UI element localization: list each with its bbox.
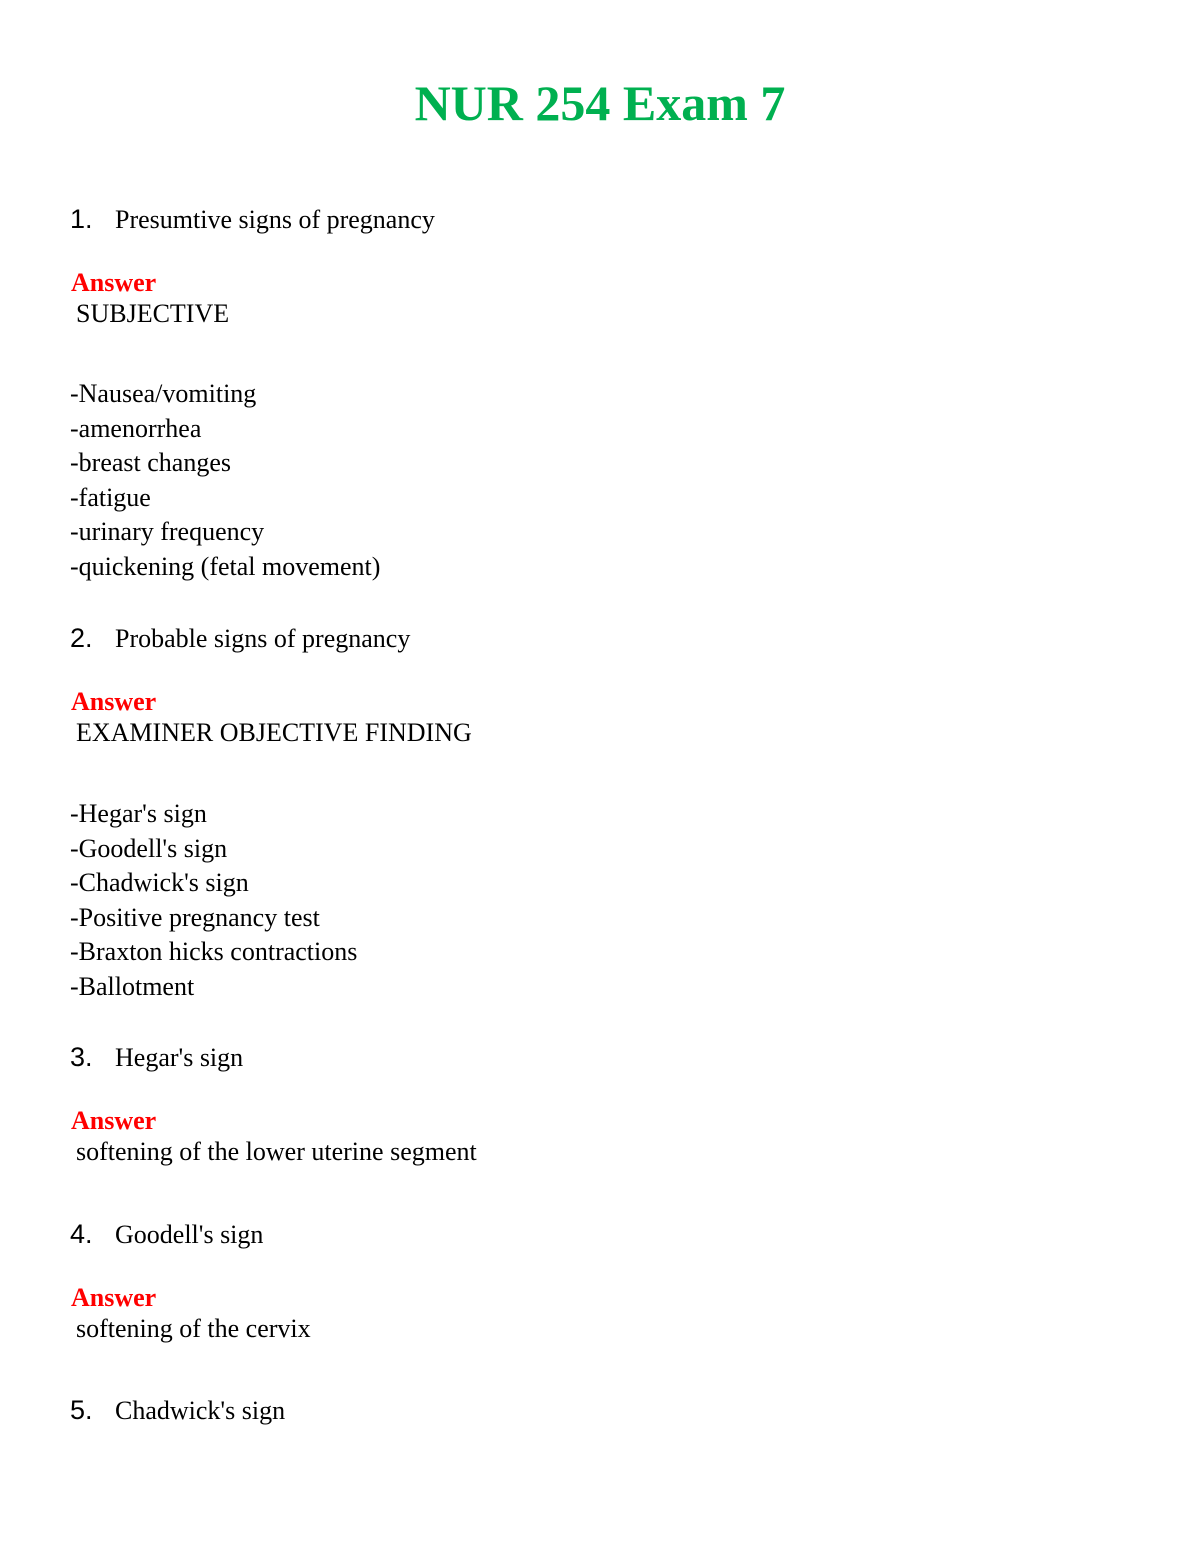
list-item: -quickening (fetal movement) <box>70 551 381 581</box>
list-item: -Braxton hicks contractions <box>70 937 358 967</box>
list-item: -Chadwick's sign <box>70 868 249 898</box>
question-number: 4. <box>70 1219 93 1249</box>
question-5 <box>70 1393 285 1428</box>
question-2 <box>70 621 410 656</box>
answer-heading: softening of the cervix <box>76 1314 311 1343</box>
question-number: 3. <box>70 1042 93 1072</box>
question-number: 2. <box>70 623 93 653</box>
list-item: -fatigue <box>70 482 151 512</box>
answer-label: Answer <box>71 1106 157 1135</box>
answer-label: Answer <box>71 268 157 297</box>
list-item: -Positive pregnancy test <box>70 902 320 932</box>
question-1 <box>70 202 435 237</box>
answer-heading: softening of the lower uterine segment <box>76 1137 477 1166</box>
answer-label: Answer <box>71 1283 157 1312</box>
question-text: Presumtive signs of pregnancy <box>115 205 435 234</box>
list-item: -Goodell's sign <box>70 833 228 863</box>
answer-label: Answer <box>71 687 157 716</box>
question-text: Probable signs of pregnancy <box>115 624 411 653</box>
list-item: -urinary frequency <box>70 517 265 547</box>
list-item: -amenorrhea <box>70 413 202 443</box>
answer-list <box>70 377 380 585</box>
answer-list <box>70 797 357 1005</box>
list-item: -Nausea/vomiting <box>70 379 257 408</box>
answer-heading: EXAMINER OBJECTIVE FINDING <box>76 718 472 747</box>
question-text: Chadwick's sign <box>115 1396 286 1425</box>
question-3 <box>70 1040 243 1075</box>
answer-heading: SUBJECTIVE <box>76 299 230 328</box>
question-number: 5. <box>70 1395 93 1425</box>
question-text: Goodell's sign <box>115 1220 264 1249</box>
question-number: 1. <box>70 204 93 234</box>
question-4 <box>70 1217 263 1252</box>
list-item: -Hegar's sign <box>70 799 207 828</box>
list-item: -breast changes <box>70 448 231 478</box>
document-title: NUR 254 Exam 7 <box>414 75 786 131</box>
list-item: -Ballotment <box>70 971 195 1001</box>
question-text: Hegar's sign <box>115 1043 244 1072</box>
